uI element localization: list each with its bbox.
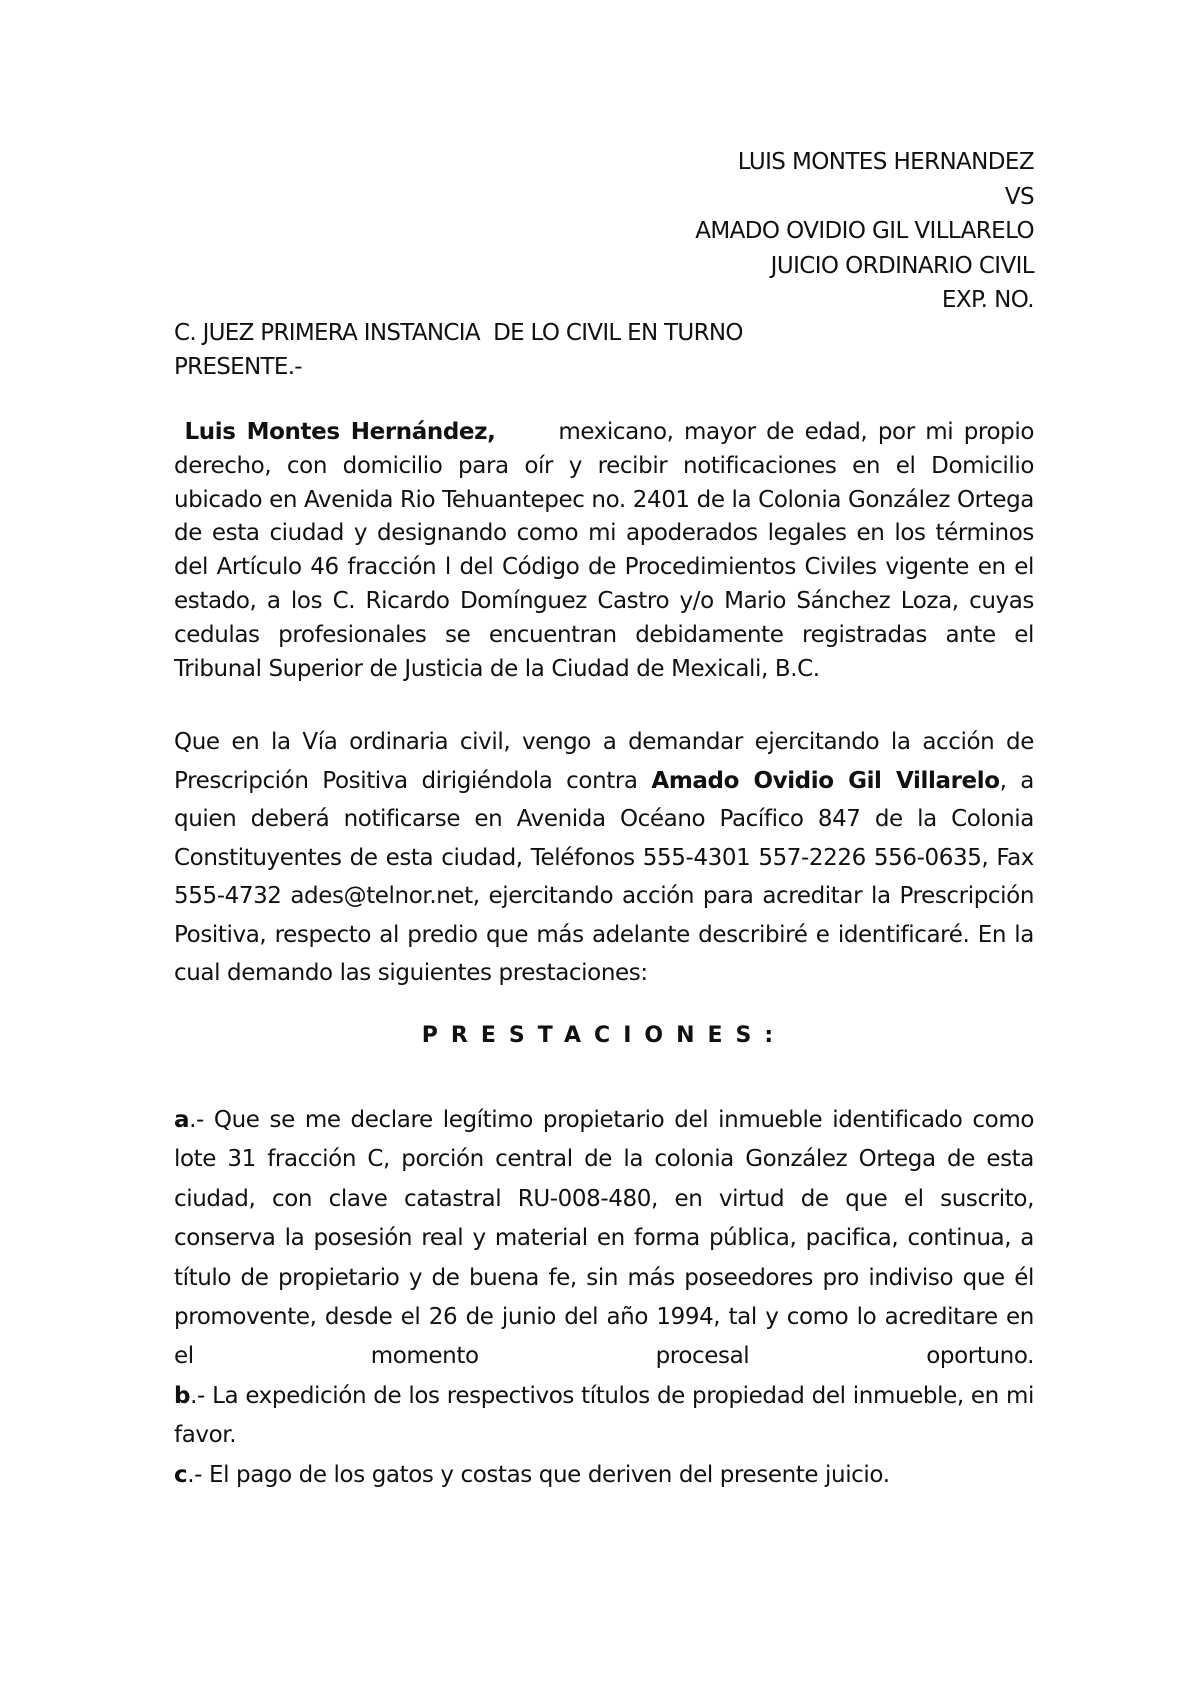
item-text: El pago de los gatos y costas que deriven del presente juicio. [208,1461,890,1488]
case-type: JUICIO ORDINARIO CIVIL [770,252,1034,279]
introduction-text: mexicano, mayor de edad, por mi propio derecho, con domicilio para oír y recibir notificaciones en el Domicilio ubicado en Avenida Rio Tehuantepec no. 2401 de la Colonia González Ortega de esta ciudad y designando como mi apoderados legales en los términos del Artículo 46 fracción l del Código de Procedimientos Civiles vigente en el estado, a los C. Ricardo Domínguez Castro y/o Mario Sánchez Loza, cuyas cedulas profesionales se encuentran debidamente registradas ante el Tribunal Superior de Justicia de la Ciudad de Mexicali, B.C. [174,419,1034,682]
introduction-paragraph [174,416,1034,686]
claim-paragraph [174,723,1034,993]
item-letter: a [174,1107,190,1133]
item-separator: .- [187,1461,209,1488]
section-title-prestaciones: PRESTACIONES: [421,1023,787,1048]
item-separator: .- [189,1107,214,1133]
item-letter: b [174,1382,191,1409]
item-separator: .- [190,1382,213,1409]
list-item [174,1456,1034,1495]
promovente-name: Luis Montes Hernández, [184,419,496,445]
case-header [695,145,1034,318]
item-text: Que se me declare legítimo propietario del inmueble identificado como lote 31 fracción C, porción central de la colonia González Ortega de esta ciudad, con clave catastral RU-008-480, en virtud de que el suscrito, conserva la posesión real y material en forma pública, pacifica, continua, a título de propietario y de buena fe, sin más poseedores pro indiviso que él promovente, desde el 26 de junio del año 1994, tal y como lo acreditare en el momento procesal oportuno. [174,1107,1034,1370]
claim-text-end: , a quien deberá notificarse en Avenida Océano Pacífico 847 de la Colonia Constituyentes de esta ciudad, Teléfonos 555-4301 557-2226 556-0635, Fax 555-4732 ades@telnor.net, ejercitando acción para acreditar la Prescripción Positiva, respecto al predio que más adelante describiré e identificaré. En la cual demando las siguientes prestaciones: [174,767,1034,986]
prestaciones-list [174,1101,1034,1495]
list-item [174,1377,1034,1456]
addressee-line: C. JUEZ PRIMERA INSTANCIA DE LO CIVIL EN TURNO [174,320,743,346]
defendant-name: AMADO OVIDIO GIL VILLARELO [695,218,1034,244]
presente-line: PRESENTE.- [174,354,302,380]
claim-text-start: Que en la Vía ordinaria civil, vengo a demandar ejercitando la acción de Prescripción Positiva dirigiéndola contra [174,729,1034,794]
list-item [174,1101,1034,1377]
addressee-block [174,316,1034,384]
file-number: EXP. NO. [941,287,1034,313]
plaintiff-name: LUIS MONTES HERNANDEZ [737,149,1034,175]
claim-defendant-name: Amado Ovidio Gil Villarelo [651,767,1000,794]
item-text: La expedición de los respectivos títulos de propiedad del inmueble, en mi favor. [174,1382,1034,1449]
versus-label: VS [1004,183,1034,210]
item-letter: c [174,1461,188,1488]
